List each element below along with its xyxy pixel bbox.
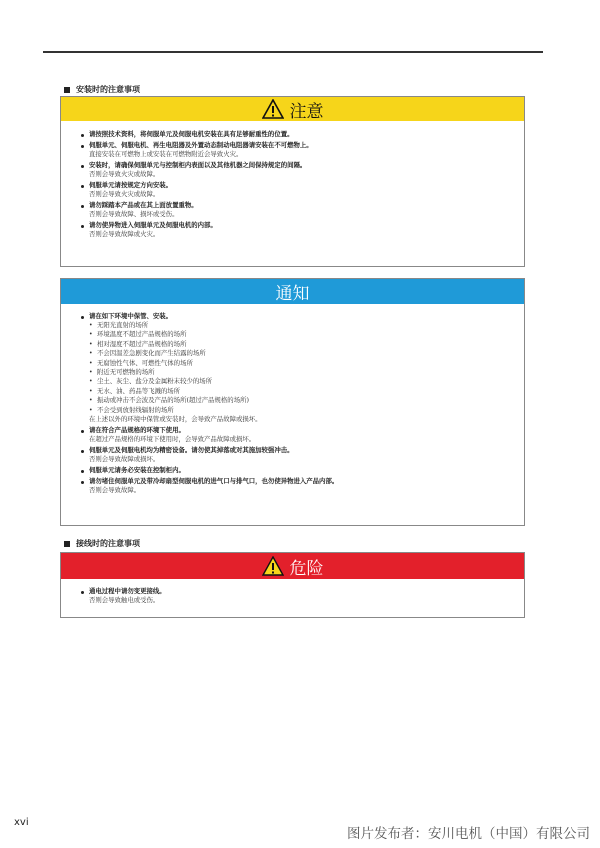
- page-number: xvi: [14, 817, 29, 828]
- notice-item: 请勿堵住伺服单元及带冷却扇型伺服电机的进气口与排气口，也勿使异物进入产品内部。 否则会导致故障。: [89, 477, 512, 495]
- warning-triangle-icon: [262, 556, 284, 576]
- environment-list-item: • 环境温度不超过产品规格的场所: [89, 330, 512, 339]
- danger-box: [60, 552, 525, 618]
- notice-item: 伺服单元请务必安装在控制柜内。: [89, 466, 512, 475]
- environment-list-item: • 不会因温差急剧变化而产生结露的场所: [89, 349, 512, 358]
- section-heading-wiring: [64, 538, 140, 549]
- notice-box: [60, 278, 525, 526]
- environment-list-item: • 无水、油、药品等飞溅的场所: [89, 387, 512, 396]
- danger-title: 危险: [289, 558, 324, 579]
- environment-list-item: • 附近无可燃物的场所: [89, 368, 512, 377]
- caution-item: 请勿踩踏本产品或在其上面放置重物。 否则会导致故障、损坏或受伤。: [89, 201, 512, 219]
- danger-item: 通电过程中请勿变更接线。 否则会导致触电或受伤。: [89, 587, 512, 605]
- environment-list-item: • 相对湿度不超过产品规格的场所: [89, 340, 512, 349]
- notice-title: 通知: [275, 284, 310, 304]
- warning-triangle-icon: [262, 99, 284, 119]
- square-bullet-icon: [64, 541, 70, 547]
- section-heading-text: 安装时的注意事项: [76, 85, 140, 94]
- environment-list-item: • 无腐蚀性气体、可燃性气体的场所: [89, 359, 512, 368]
- caution-box: [60, 96, 525, 267]
- section-heading-text: 接线时的注意事项: [76, 539, 140, 548]
- notice-banner: [61, 279, 524, 304]
- square-bullet-icon: [64, 87, 70, 93]
- caution-banner: [61, 97, 524, 121]
- environment-list-item: • 不会受到放射线辐射的场所: [89, 406, 512, 415]
- caution-item: 伺服单元、伺服电机、再生电阻器及外置动态制动电阻器请安装在不可燃物上。 直接安装在可燃物上或安装在可燃物附近会导致火灾。: [89, 141, 512, 159]
- caution-item: 请勿使异物进入伺服单元及伺服电机的内部。 否则会导致故障或火灾。: [89, 221, 512, 239]
- environment-list-item: • 振动或冲击不会波及产品的场所(超过产品规格的场所): [89, 396, 512, 405]
- caution-item: 安装时，请确保伺服单元与控制柜内表面以及其他机器之间保持规定的间隔。 否则会导致火灾或故障。: [89, 161, 512, 179]
- caution-item: 请按照技术资料，将伺服单元及伺服电机安装在具有足够耐重性的位置。: [89, 130, 512, 139]
- caution-item: 伺服单元请按规定方向安装。 否则会导致火灾或故障。: [89, 181, 512, 199]
- section-heading-installation: [64, 84, 140, 95]
- image-credit: 图片发布者：安川电机（中国）有限公司: [347, 826, 590, 842]
- environment-list-item: • 尘土、灰尘、盐分及金属粉末较少的场所: [89, 377, 512, 386]
- danger-banner: [61, 553, 524, 579]
- notice-item: 请在符合产品规格的环境下使用。 在超过产品规格的环境下使用时，会导致产品故障或损坏。: [89, 426, 512, 444]
- environment-list-item: • 无阳光直射的场所: [89, 321, 512, 330]
- notice-item: 伺服单元及伺服电机均为精密设备。请勿使其掉落或对其施加较强冲击。 否则会导致故障或损坏。: [89, 446, 512, 464]
- top-rule: [43, 51, 543, 53]
- caution-title: 注意: [289, 101, 324, 122]
- notice-item: 请在如下环境中保管、安装。 • 无阳光直射的场所 • 环境温度不超过产品规格的场所 • 相对湿度不超过产品规格的场所 • 不会因温差急剧变化而产生结露的场所 • 无腐蚀性气体、可燃性气体的场所 • 附近无可燃物的场所 • 尘土、灰尘、盐分及金属粉末较少的场所 • 无水、油、药品等飞溅的场所 • 振动或冲击不会波及产品的场所(超过产品规格的场所) • 不会受到放射线辐射的场所 在上述以外的环境中保管或安装时，会导致产品故障或损坏。: [89, 312, 512, 424]
